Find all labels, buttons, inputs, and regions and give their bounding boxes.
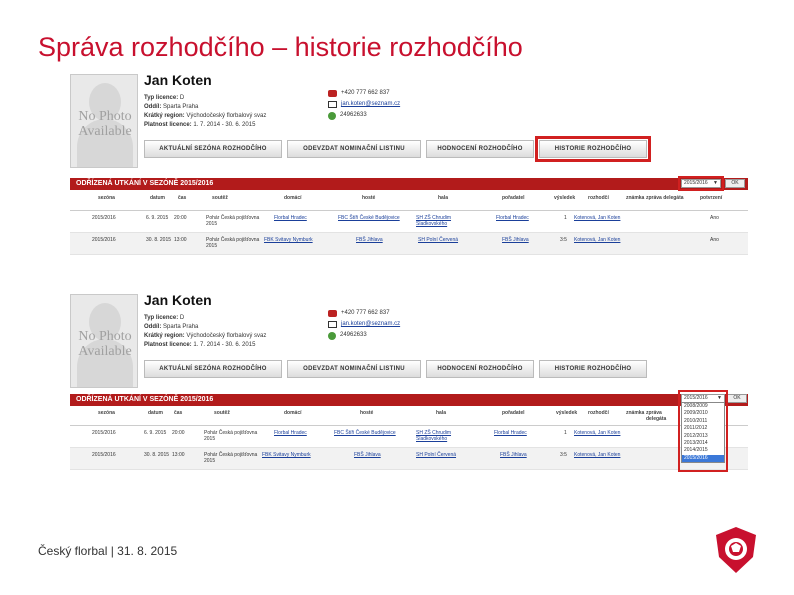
cell-organizer-link[interactable]: FBŠ Jihlava [502, 237, 529, 243]
phone-number: +420 777 662 837 [341, 310, 390, 316]
club-id: 24962633 [340, 332, 367, 338]
referee-panel-bottom [70, 290, 748, 476]
tab-referee-rating[interactable]: HODNOCENÍ ROZHODČÍHO [426, 140, 534, 158]
cell-time: 20:00 [174, 215, 187, 221]
section-title: ODŘÍZENÁ UTKÁNÍ V SEZÓNĚ 2015/2016 [76, 180, 214, 187]
cell-date: 6. 9. 2015 [146, 215, 169, 221]
referee-tabs [144, 140, 647, 158]
season-dropdown-highlight [678, 390, 728, 472]
info-value: D [179, 95, 185, 101]
cell-hall-link[interactable]: SH Polní Červená [418, 237, 459, 243]
cell-referee-link[interactable]: Kotenová, Jan Koten [574, 430, 621, 436]
season-option[interactable]: 2014/2015 [684, 447, 708, 454]
no-photo-line2: Available [78, 344, 132, 359]
contact-club-row [328, 330, 400, 341]
cell-away-link[interactable]: FBC Štíři České Budějovice [334, 430, 396, 436]
cell-season: 2015/2016 [92, 452, 116, 458]
phone-icon [328, 310, 337, 317]
col-header: sezóna [98, 195, 115, 201]
phone-icon [328, 90, 337, 97]
referee-info [144, 94, 266, 130]
section-header-bar [70, 394, 748, 406]
referee-panel-top [70, 70, 748, 258]
table-row [70, 448, 748, 470]
col-header: čas [178, 195, 187, 201]
col-header: výsledek [554, 195, 576, 201]
cell-referee-link[interactable]: Kotenová, Jan Koten [574, 452, 621, 458]
contact-email-row [328, 99, 400, 110]
info-value: Východočeský florbalový svaz [186, 333, 267, 339]
contact-club-row [328, 110, 400, 121]
season-select-value: 2015/2016 [684, 395, 708, 401]
col-header: známka [626, 410, 645, 416]
cell-home-link[interactable]: Florbal Hradec [274, 215, 307, 221]
tab-referee-rating[interactable]: HODNOCENÍ ROZHODČÍHO [426, 360, 534, 378]
info-value: 1. 7. 2014 - 30. 6. 2015 [193, 122, 256, 128]
col-header: hala [438, 195, 449, 201]
cell-hall-link[interactable]: SH ZŠ Chrudim Sladkovského [416, 430, 452, 442]
cell-date: 6. 9. 2015 [144, 430, 167, 436]
cell-score: 3:5 [560, 452, 567, 458]
info-row [144, 341, 266, 350]
season-option-selected[interactable]: 2015/2016 [682, 455, 724, 462]
tab-referee-history[interactable]: HISTORIE ROZHODČÍHO [539, 140, 647, 158]
contacts [328, 308, 400, 341]
referee-tabs [144, 360, 647, 378]
info-row [144, 323, 266, 332]
cell-time: 13:00 [174, 237, 187, 243]
col-header: potvrzení [700, 195, 723, 201]
mail-icon [328, 321, 337, 328]
floorball-icon [328, 112, 336, 120]
table-row [70, 233, 748, 255]
cell-score: 1 [564, 215, 567, 221]
cell-organizer-link[interactable]: FBŠ Jihlava [500, 452, 527, 458]
tab-referee-history[interactable]: HISTORIE ROZHODČÍHO [539, 360, 647, 378]
no-photo-text [71, 329, 138, 359]
season-option[interactable]: 2009/2010 [684, 410, 708, 417]
col-header: výsledek [556, 410, 578, 416]
info-value: D [179, 315, 185, 321]
cell-approved: Ano [710, 237, 719, 243]
season-select-value: 2015/2016 [684, 180, 708, 186]
cell-hall-link[interactable]: SH Polní Červená [416, 452, 457, 458]
cell-competition: Pohár Česká pojišťovna 2015 [204, 452, 258, 464]
profile-photo-placeholder [70, 294, 138, 388]
cell-date: 30. 8. 2015 [144, 452, 170, 458]
info-label: Platnost licence: [144, 342, 192, 348]
referee-name: Jan Koten [144, 72, 212, 88]
section-title: ODŘÍZENÁ UTKÁNÍ V SEZÓNĚ 2015/2016 [76, 396, 214, 403]
info-row [144, 94, 266, 103]
table-header [70, 406, 748, 426]
cell-referee-link[interactable]: Kotenová, Jan Koten [574, 237, 621, 243]
col-header: soutěž [212, 195, 228, 201]
ok-button[interactable]: OK [727, 394, 747, 403]
cell-score: 1 [564, 430, 567, 436]
season-option[interactable]: 2008/2009 [684, 403, 708, 409]
info-value: 1. 7. 2014 - 30. 6. 2015 [193, 342, 256, 348]
cell-season: 2015/2016 [92, 215, 116, 221]
col-header: datum [148, 410, 163, 416]
cell-competition: Pohár Česká pojišťovna 2015 [206, 215, 260, 227]
matches-table [70, 191, 748, 255]
col-header: pořadatel [502, 195, 525, 201]
cell-referee-link[interactable]: Kotenová, Jan Koten [574, 215, 621, 221]
cell-home-link[interactable]: FBK Svitavy Nymburk [262, 452, 311, 458]
col-header: zpráva delegáta [646, 195, 684, 201]
season-option[interactable]: 2012/2013 [684, 432, 708, 439]
tab-submit-nomination[interactable]: ODEVZDAT NOMINAČNÍ LISTINU [287, 360, 421, 378]
logo-icon [713, 525, 759, 575]
info-value: Východočeský florbalový svaz [186, 113, 267, 119]
contact-phone-row [328, 308, 400, 319]
cell-date: 30. 8. 2015 [146, 237, 172, 243]
col-header: domácí [284, 195, 302, 201]
cell-home-link[interactable]: Florbal Hradec [274, 430, 307, 436]
email-link[interactable]: jan.koten@seznam.cz [341, 321, 401, 327]
col-header: známka [626, 195, 645, 201]
cell-time: 13:00 [172, 452, 185, 458]
cell-home-link[interactable]: FBK Svitavy Nymburk [264, 237, 313, 243]
col-header: sezóna [98, 410, 115, 416]
ok-button[interactable]: OK [725, 179, 745, 188]
season-option[interactable]: 2011/2012 [684, 425, 708, 432]
col-header: rozhodčí [588, 410, 609, 416]
no-photo-text [71, 109, 138, 139]
contacts [328, 88, 400, 121]
slide-footer: Český florbal | 31. 8. 2015 [38, 544, 178, 558]
cell-away-link[interactable]: FBŠ Jihlava [356, 237, 383, 243]
season-option[interactable]: 2013/2014 [684, 439, 708, 446]
cell-hall-link[interactable]: SH ZŠ Chrudim Sladkovského [416, 215, 452, 227]
col-header: pořadatel [502, 410, 525, 416]
tab-current-season[interactable]: AKTUÁLNÍ SEZÓNA ROZHODČÍHO [144, 140, 282, 158]
info-label: Platnost licence: [144, 122, 192, 128]
cell-season: 2015/2016 [92, 237, 116, 243]
mail-icon [328, 101, 337, 108]
info-value: Sparta Praha [163, 324, 199, 330]
col-header: soutěž [214, 410, 230, 416]
info-row [144, 332, 266, 341]
col-header: čas [174, 410, 183, 416]
info-label: Typ licence: [144, 95, 179, 101]
no-photo-line2: Available [78, 124, 132, 139]
info-row [144, 314, 266, 323]
info-label: Oddíl: [144, 104, 162, 110]
cell-away-link[interactable]: FBŠ Jihlava [354, 452, 381, 458]
col-header: zpráva delegáta [646, 410, 667, 422]
cell-approved: Ano [710, 215, 719, 221]
cell-organizer-link[interactable]: Florbal Hradec [496, 215, 529, 221]
info-row [144, 103, 266, 112]
info-label: Typ licence: [144, 315, 179, 321]
section-header-bar [70, 178, 748, 190]
season-select-highlight [678, 176, 724, 191]
table-row [70, 211, 748, 233]
tab-submit-nomination[interactable]: ODEVZDAT NOMINAČNÍ LISTINU [287, 140, 421, 158]
col-header: datum [150, 195, 165, 201]
info-value: Sparta Praha [163, 104, 199, 110]
tab-current-season[interactable]: AKTUÁLNÍ SEZÓNA ROZHODČÍHO [144, 360, 282, 378]
referee-name: Jan Koten [144, 292, 212, 308]
table-row [70, 426, 748, 448]
col-header: rozhodčí [588, 195, 609, 201]
info-row [144, 112, 266, 121]
cell-organizer-link[interactable]: Florbal Hradec [494, 430, 527, 436]
table-header [70, 191, 748, 211]
chevron-down-icon: ▼ [717, 395, 722, 401]
contact-phone-row [328, 88, 400, 99]
col-header: hosté [360, 410, 374, 416]
col-header: hosté [362, 195, 376, 201]
col-header: domácí [284, 410, 302, 416]
phone-number: +420 777 662 837 [341, 90, 390, 96]
cell-competition: Pohár Česká pojišťovna 2015 [206, 237, 260, 249]
chevron-down-icon: ▼ [713, 180, 718, 186]
cell-season: 2015/2016 [92, 430, 116, 436]
season-option[interactable]: 2010/2011 [684, 417, 708, 424]
col-header: hala [436, 410, 447, 416]
slide-title: Správa rozhodčího – historie rozhodčího [38, 32, 523, 62]
matches-table [70, 406, 748, 470]
club-id: 24962633 [340, 112, 367, 118]
profile-photo-placeholder [70, 74, 138, 168]
referee-info [144, 314, 266, 350]
email-link[interactable]: jan.koten@seznam.cz [341, 101, 401, 107]
contact-email-row [328, 319, 400, 330]
info-label: Krátký region: [144, 333, 185, 339]
info-label: Krátký region: [144, 113, 185, 119]
cell-time: 20:00 [172, 430, 185, 436]
cell-score: 3:5 [560, 237, 567, 243]
no-photo-line1: No Photo [78, 109, 132, 124]
cell-competition: Pohár Česká pojišťovna 2015 [204, 430, 258, 442]
no-photo-line1: No Photo [78, 329, 132, 344]
floorball-icon [328, 332, 336, 340]
cell-away-link[interactable]: FBC Štíři České Budějovice [338, 215, 400, 221]
info-label: Oddíl: [144, 324, 162, 330]
info-row [144, 121, 266, 130]
